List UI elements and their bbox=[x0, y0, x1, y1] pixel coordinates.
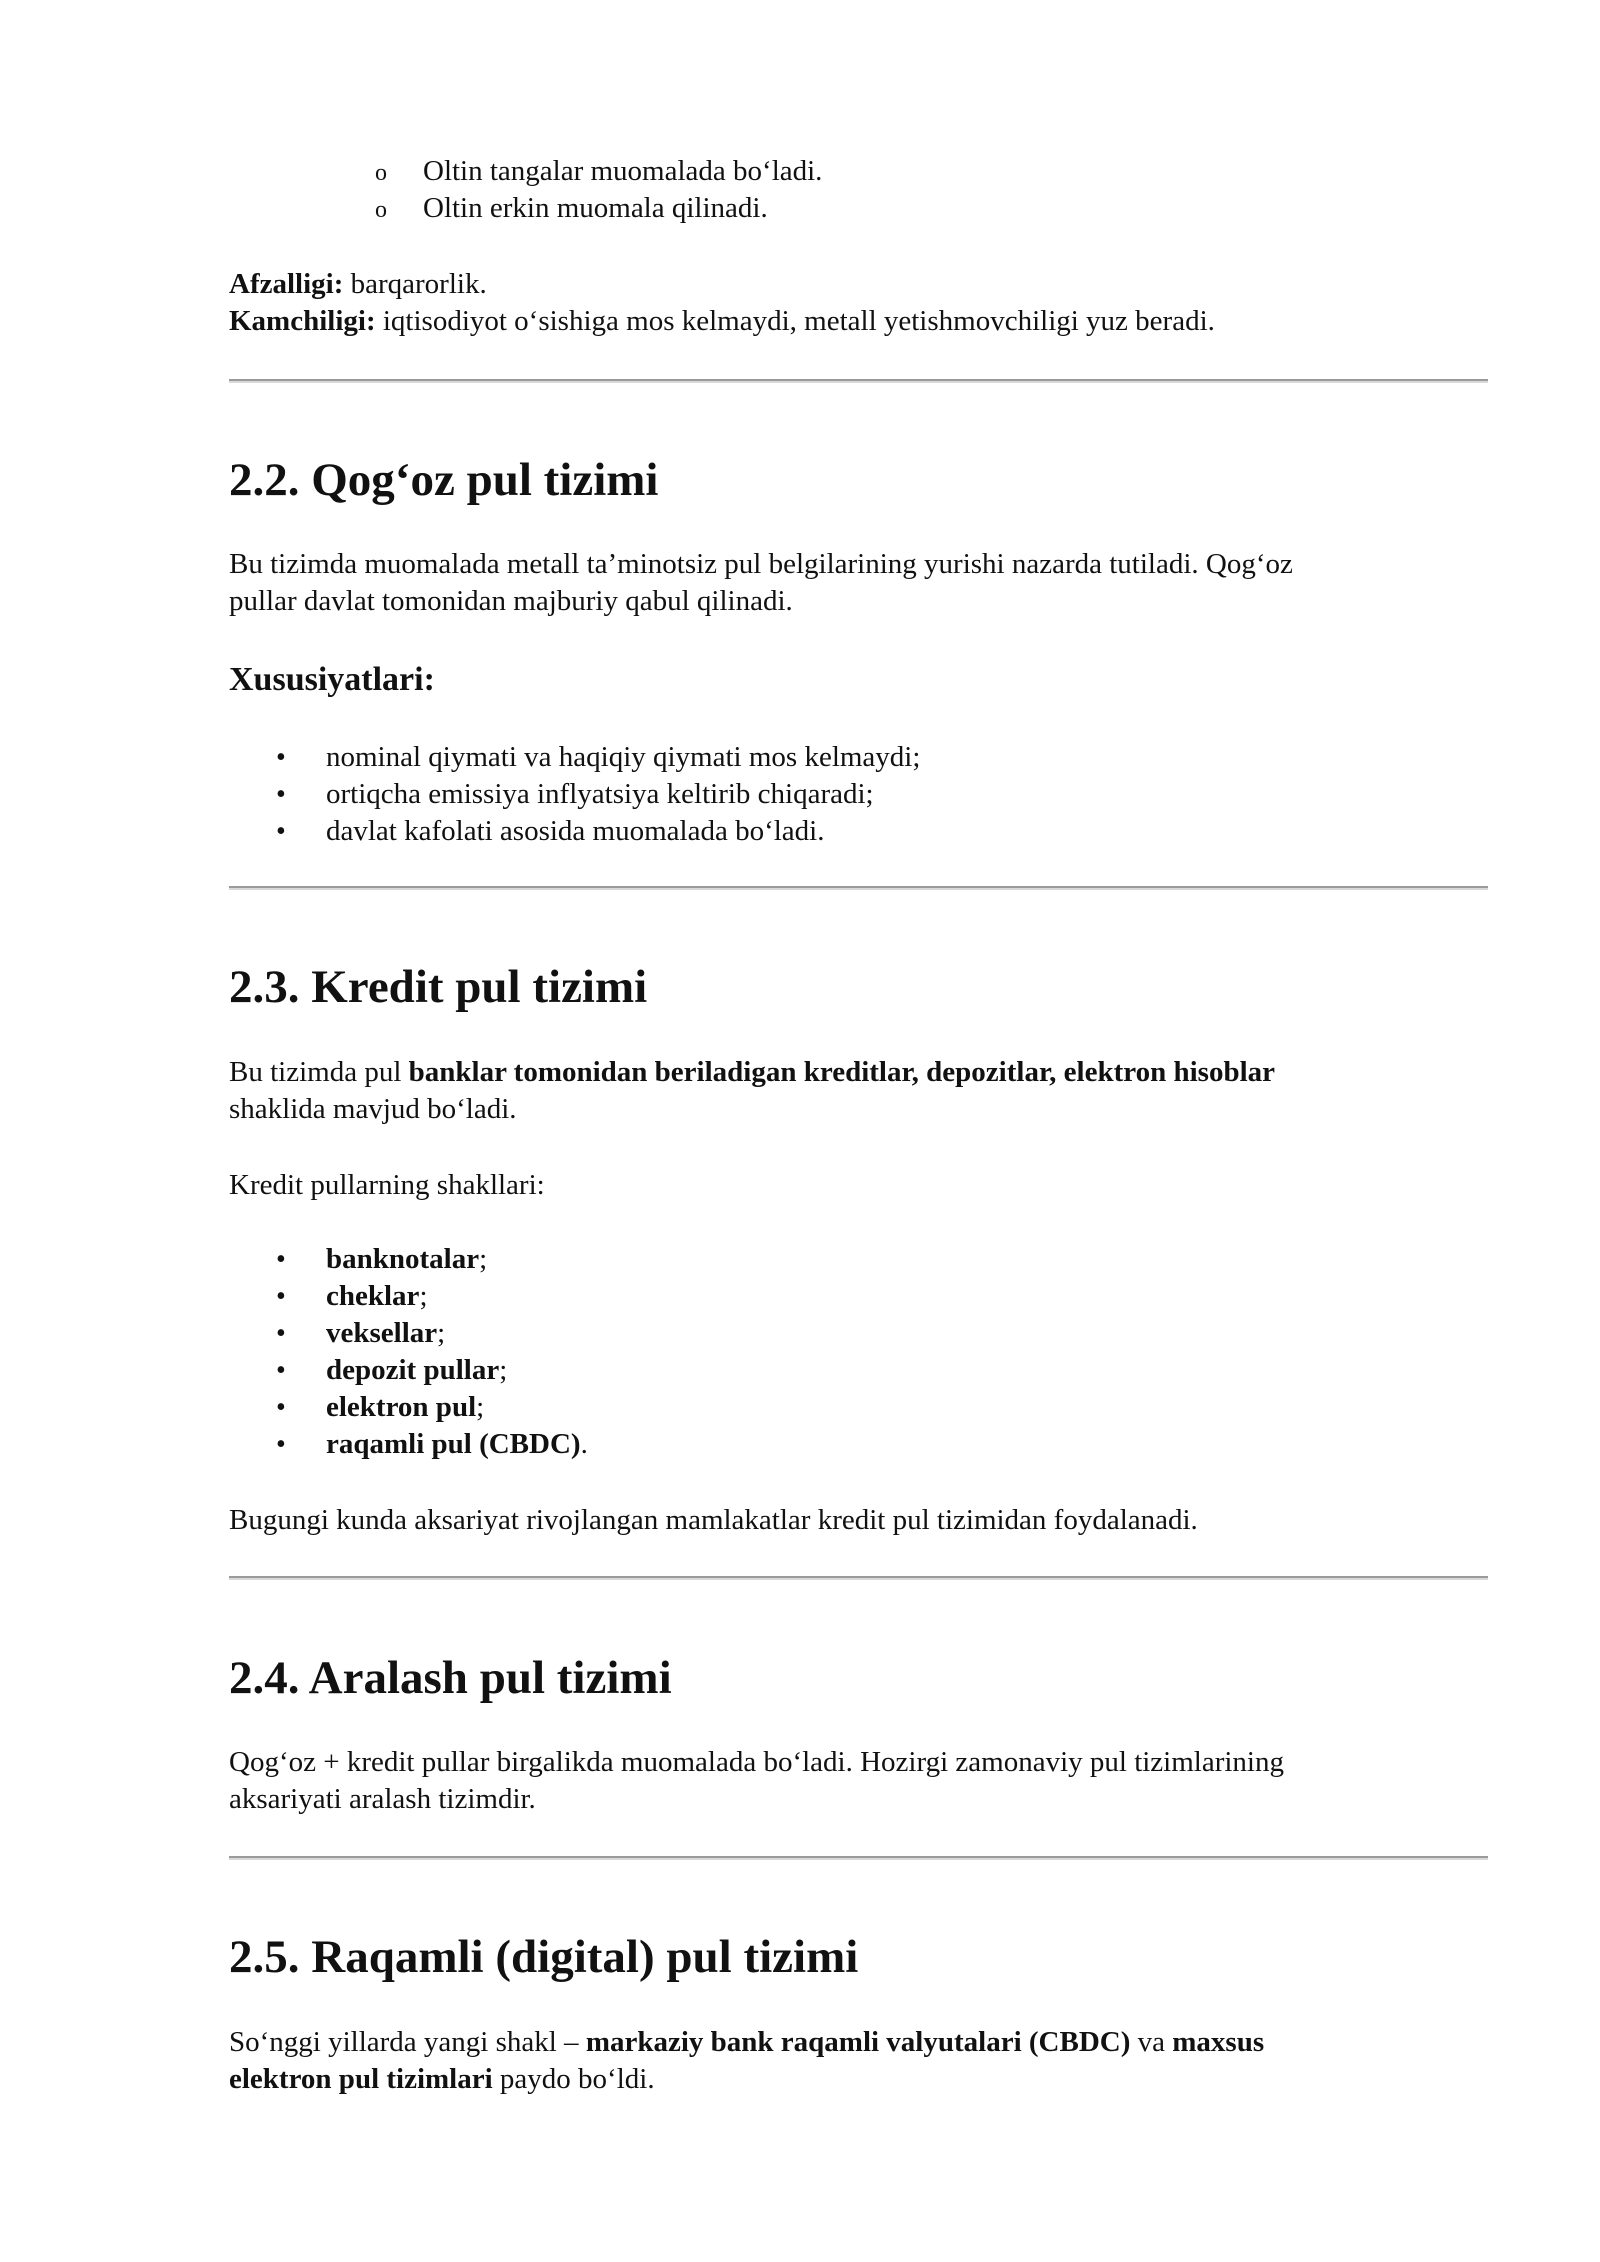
paragraph-bold: banklar tomonidan beriladigan kreditlar, depozitlar, elektron hisoblar bbox=[408, 1056, 1275, 1088]
cbdc-bold: markaziy bank raqamli valyutalari (CBDC) bbox=[585, 2026, 1131, 2058]
list-item bbox=[229, 739, 1489, 776]
bullet-icon: • bbox=[276, 1355, 286, 1386]
list-item bbox=[229, 1352, 1489, 1389]
list-item-text: davlat kafolati asosida muomalada bo‘ladi. bbox=[326, 815, 825, 847]
special-bold: maxsus bbox=[1172, 2026, 1265, 2058]
section-heading-2-5: 2.5. Raqamli (digital) pul tizimi bbox=[229, 1931, 859, 1983]
section-heading-2-3: 2.3. Kredit pul tizimi bbox=[229, 961, 648, 1013]
list-item-tail: ; bbox=[419, 1280, 428, 1312]
e-money-bold: elektron pul tizimlari bbox=[229, 2063, 493, 2095]
section-heading-2-2: 2.2. Qog‘oz pul tizimi bbox=[229, 454, 659, 506]
list-item-bold: banknotalar bbox=[326, 1243, 480, 1275]
disadvantage-text: iqtisodiyot o‘sishiga mos kelmaydi, metall yetishmovchiligi yuz beradi. bbox=[375, 305, 1215, 337]
paragraph-line: shaklida mavjud bo‘ladi. bbox=[229, 1093, 517, 1125]
bullet-icon: • bbox=[276, 1392, 286, 1423]
list-item-bold: elektron pul bbox=[326, 1391, 477, 1423]
list-item-tail: ; bbox=[476, 1391, 485, 1423]
paragraph-line: Qog‘oz + kredit pullar birgalikda muomalada bo‘ladi. Hozirgi zamonaviy pul tizimlarining bbox=[229, 1746, 1284, 1778]
section-2-2-paragraph bbox=[229, 546, 1489, 620]
advantage-text: barqarorlik. bbox=[343, 268, 487, 300]
bullet-icon: • bbox=[276, 1244, 286, 1275]
section-2-4-paragraph bbox=[229, 1744, 1489, 1818]
list-item-text: Oltin erkin muomala qilinadi. bbox=[423, 192, 768, 224]
section-2-3-closing: Bugungi kunda aksariyat rivojlangan mamlakatlar kredit pul tizimidan foydalanadi. bbox=[229, 1504, 1198, 1536]
paragraph-line: pullar davlat tomonidan majburiy qabul qilinadi. bbox=[229, 585, 793, 617]
advantage-line bbox=[229, 266, 1489, 303]
section-2-5-paragraph bbox=[229, 2024, 1489, 2098]
paragraph-prefix: Bu tizimda pul bbox=[229, 1056, 409, 1088]
section-divider bbox=[229, 886, 1488, 890]
list-item bbox=[229, 153, 1489, 190]
paragraph-line: Bu tizimda muomalada metall ta’minotsiz pul belgilarining yurishi nazarda tutiladi. Qog‘oz bbox=[229, 548, 1293, 580]
paragraph-line bbox=[229, 2024, 1489, 2061]
paragraph-line bbox=[229, 1054, 1489, 1091]
bullet-icon: • bbox=[276, 742, 286, 773]
disadvantage-label: Kamchiligi: bbox=[229, 305, 376, 337]
section-divider bbox=[229, 379, 1488, 383]
list-item-tail: ; bbox=[499, 1354, 508, 1386]
features-subheading: Xususiyatlari: bbox=[229, 661, 435, 698]
list-item bbox=[229, 813, 1489, 850]
circle-bullet-icon: o bbox=[375, 160, 387, 186]
list-item bbox=[229, 190, 1489, 227]
list-item bbox=[229, 1278, 1489, 1315]
advantage-label: Afzalligi: bbox=[229, 268, 344, 300]
list-item bbox=[229, 776, 1489, 813]
circle-bullet-icon: o bbox=[375, 197, 387, 223]
section-divider bbox=[229, 1576, 1488, 1580]
pros-cons bbox=[229, 266, 1489, 340]
list-item-tail: ; bbox=[437, 1317, 446, 1349]
disadvantage-line bbox=[229, 303, 1489, 340]
bullet-icon: • bbox=[276, 779, 286, 810]
list-item bbox=[229, 1389, 1489, 1426]
paragraph-suffix: paydo bo‘ldi. bbox=[492, 2063, 655, 2095]
bullet-icon: • bbox=[276, 1318, 286, 1349]
bullet-icon: • bbox=[276, 1429, 286, 1460]
list-item-text: ortiqcha emissiya inflyatsiya keltirib chiqaradi; bbox=[326, 778, 874, 810]
paragraph-prefix: So‘nggi yillarda yangi shakl – bbox=[229, 2026, 586, 2058]
list-item-text: nominal qiymati va haqiqiy qiymati mos kelmaydi; bbox=[326, 741, 921, 773]
features-list bbox=[229, 739, 1489, 850]
paragraph-line: aksariyati aralash tizimdir. bbox=[229, 1783, 536, 1815]
list-item-text: Oltin tangalar muomalada bo‘ladi. bbox=[423, 155, 823, 187]
paragraph-line bbox=[229, 2061, 1489, 2098]
gold-circulation-sublist bbox=[229, 153, 1489, 227]
forms-label: Kredit pullarning shakllari: bbox=[229, 1169, 545, 1201]
list-item-bold: veksellar bbox=[326, 1317, 438, 1349]
list-item-bold: depozit pullar bbox=[326, 1354, 500, 1386]
bullet-icon: • bbox=[276, 1281, 286, 1312]
list-item-bold: cheklar bbox=[326, 1280, 420, 1312]
list-item-tail: . bbox=[580, 1428, 588, 1460]
section-heading-2-4: 2.4. Aralash pul tizimi bbox=[229, 1652, 672, 1704]
list-item-bold: raqamli pul (CBDC) bbox=[326, 1428, 581, 1460]
bullet-icon: • bbox=[276, 816, 286, 847]
credit-forms-list bbox=[229, 1241, 1489, 1463]
list-item bbox=[229, 1315, 1489, 1352]
list-item bbox=[229, 1241, 1489, 1278]
paragraph-mid: va bbox=[1130, 2026, 1173, 2058]
section-divider bbox=[229, 1856, 1488, 1860]
list-item bbox=[229, 1426, 1489, 1463]
section-2-3-paragraph bbox=[229, 1054, 1489, 1128]
list-item-tail: ; bbox=[479, 1243, 488, 1275]
